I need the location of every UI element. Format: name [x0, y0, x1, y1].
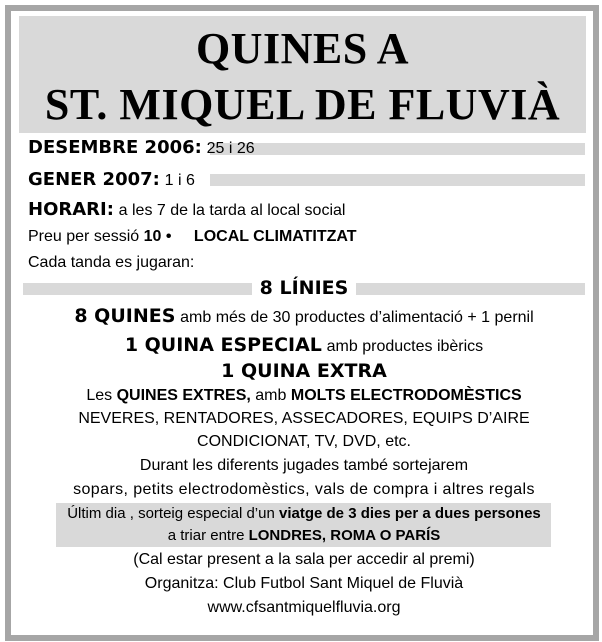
last-day-choose: a triar entre: [167, 527, 245, 544]
quina-especial-label: 1 QUINA ESPECIAL: [124, 334, 322, 356]
date-label: DESEMBRE 2006:: [28, 137, 202, 158]
raffle-line-1: Durant les diferents jugades també sortejarem: [139, 457, 469, 474]
quina-especial-row: [20, 335, 588, 357]
title-banner: [19, 16, 586, 133]
presence-note: (Cal estar present a la sala per accedir al premi): [133, 551, 475, 568]
organizer: Organitza: Club Futbol Sant Miquel de Fluvià: [144, 575, 464, 592]
extras-mid: amb: [255, 387, 287, 404]
date-label: GENER 2007:: [28, 169, 160, 190]
title-line-2: ST. MIQUEL DE FLUVIÀ: [44, 80, 561, 129]
extras-row: [20, 386, 588, 406]
date-value: 25 i 26: [206, 140, 255, 157]
last-day-row-1: [20, 504, 588, 524]
quines-row: [20, 306, 588, 328]
climate-note: LOCAL CLIMATITZAT: [193, 228, 357, 245]
last-day-trip: viatge de 3 dies per a dues persones: [279, 505, 541, 522]
date-bar-1: [210, 143, 585, 155]
lines-heading-wrap: [20, 278, 588, 299]
extras-list-2: CONDICIONAT, TV, DVD, etc.: [197, 433, 411, 450]
last-day-text: Últim dia , sorteig especial d’un: [67, 505, 275, 522]
extras-prefix: Les: [86, 387, 113, 404]
intro-text: Cada tanda es jugaran:: [28, 254, 195, 271]
lines-heading: 8 LÍNIES: [252, 277, 357, 299]
last-day-cities: LONDRES, ROMA O PARÍS: [248, 527, 441, 544]
website: www.cfsantmiquelfluvia.org: [207, 599, 401, 616]
quina-especial-text: amb productes ibèrics: [326, 338, 484, 355]
title-line-1: QUINES A: [195, 24, 410, 73]
date-value: 1 i 6: [164, 172, 195, 189]
quina-extra-heading: 1 QUINA EXTRA: [221, 360, 387, 382]
date-row-january: [28, 170, 195, 191]
extras-bold-2: MOLTS ELECTRODOMÈSTICS: [290, 387, 522, 404]
date-bar-2: [210, 174, 585, 186]
schedule-label: HORARI:: [28, 199, 114, 220]
schedule-row: [28, 200, 345, 221]
price-text: Preu per sessió: [28, 228, 140, 245]
raffle-line-2: sopars, petits electrodomèstics, vals de compra i altres regals: [73, 481, 535, 498]
schedule-value: a les 7 de la tarda al local social: [118, 202, 346, 219]
extras-bold-1: QUINES EXTRES,: [116, 387, 251, 404]
price-row: [28, 227, 357, 247]
price-amount: 10 •: [143, 228, 172, 245]
quines-count: 8 QUINES: [74, 305, 176, 327]
last-day-row-2: [20, 526, 588, 546]
extras-list-1: NEVERES, RENTADORES, ASSECADORES, EQUIPS D’AIRE: [78, 410, 530, 427]
quines-text: amb més de 30 productes d’alimentació + 1 pernil: [180, 309, 534, 326]
date-row-december: [28, 138, 255, 159]
